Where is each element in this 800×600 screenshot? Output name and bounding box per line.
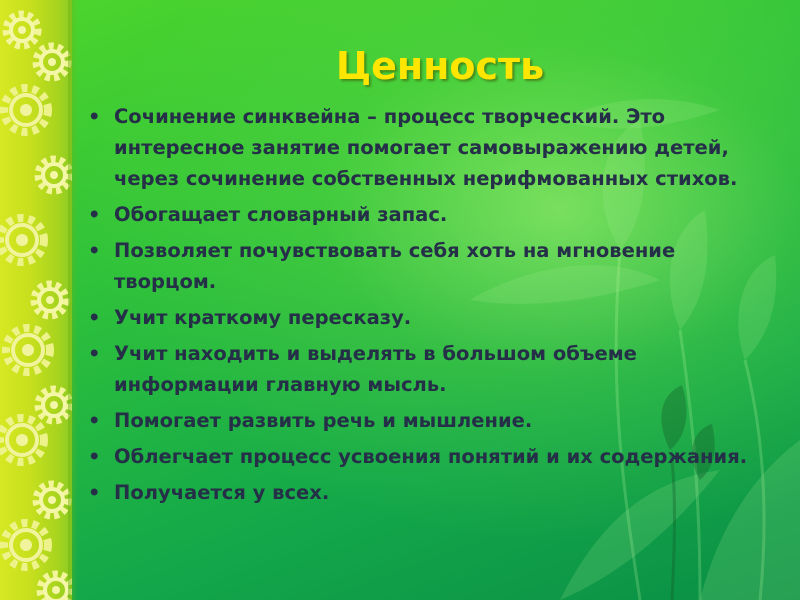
bullet-item: • Сочинение синквейна – процесс творческий. Это интересное занятие помогает самовыражению детей, через сочинение собственных нерифмованных стихов. [84, 101, 764, 194]
bullet-item: • Получается у всех. [84, 477, 764, 508]
bullet-item: • Облегчает процесс усвоения понятий и их содержания. [84, 441, 764, 472]
gear-icon [0, 0, 72, 600]
bullet-item: • Помогает развить речь и мышление. [84, 405, 764, 436]
bullet-item: • Учит находить и выделять в большом объеме информации главную мысль. [84, 338, 764, 400]
slide-title: Ценность [335, 44, 545, 88]
bullet-item: • Позволяет почувствовать себя хоть на мгновение творцом. [84, 235, 764, 297]
bullet-list [84, 101, 764, 513]
side-strip [0, 0, 72, 600]
side-strip-edge [68, 0, 78, 600]
bullet-item: • Обогащает словарный запас. [84, 199, 764, 230]
bullet-item: • Учит краткому пересказу. [84, 302, 764, 333]
